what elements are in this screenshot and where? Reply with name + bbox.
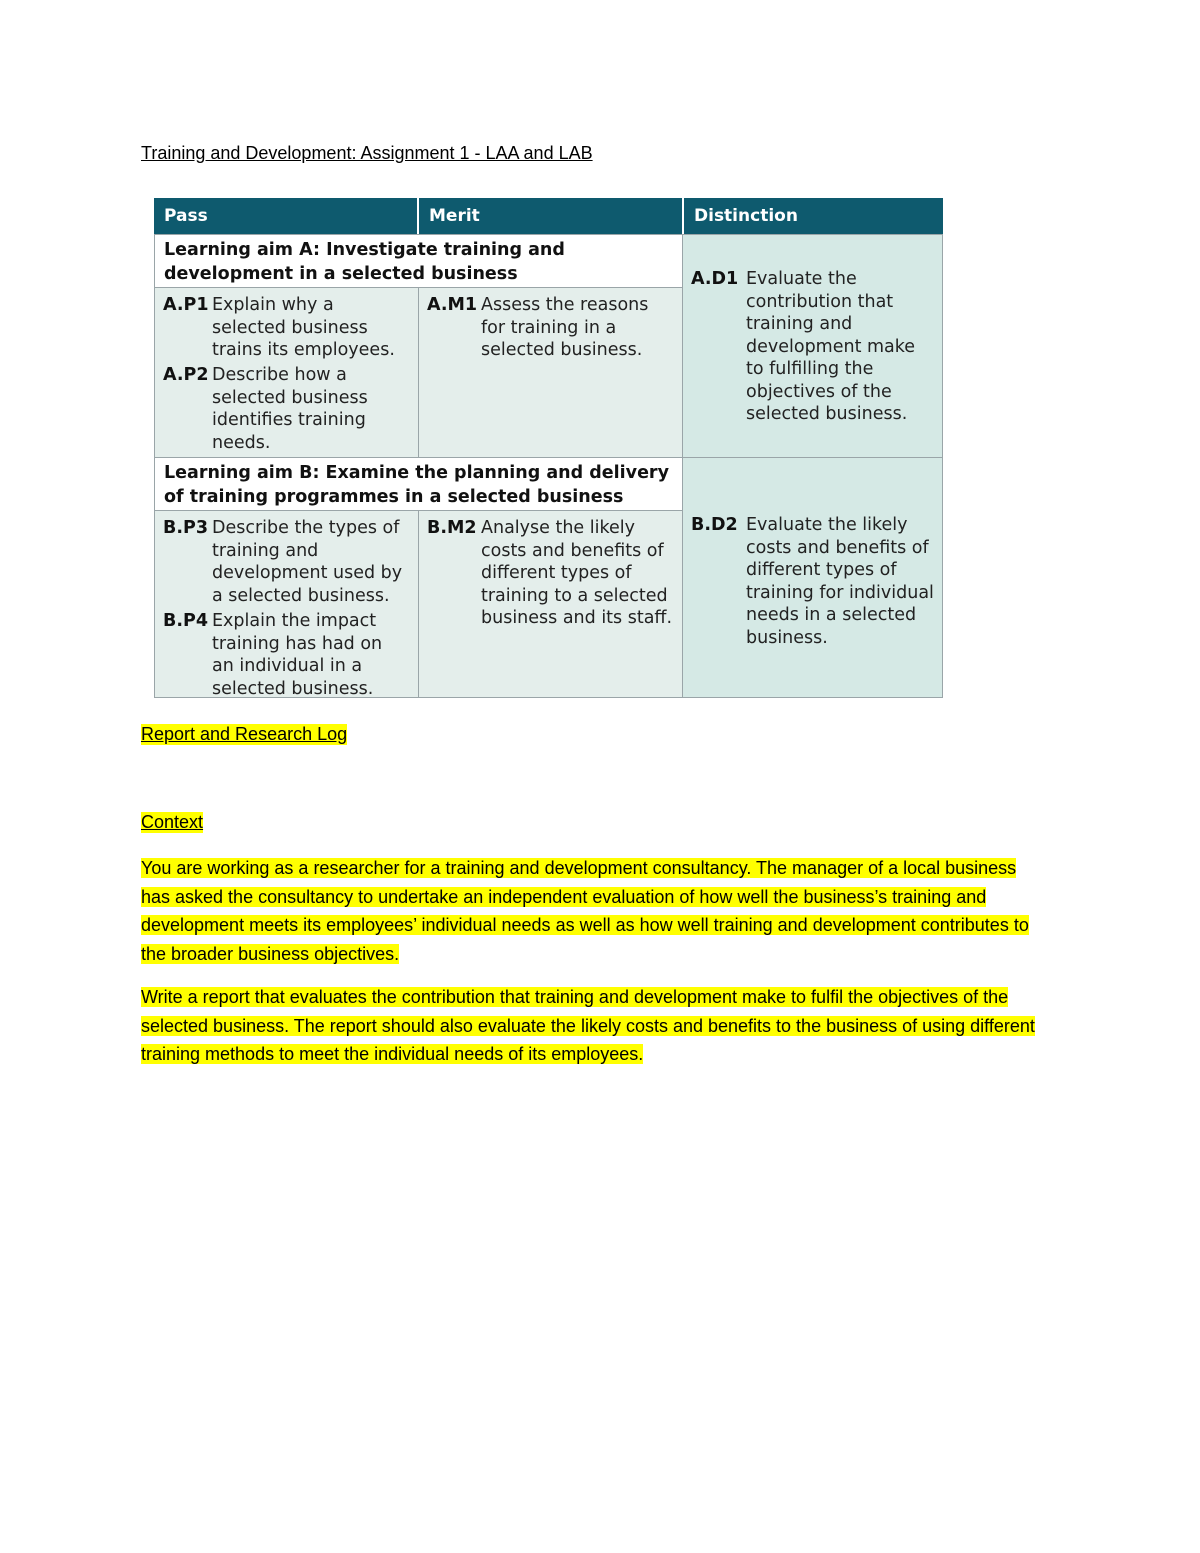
document-title: Training and Development: Assignment 1 - LAA and LAB bbox=[141, 143, 593, 163]
criterion-code: B.P4 bbox=[163, 611, 208, 631]
criterion-text: Describe the types of training and development used by a selected business. bbox=[212, 518, 403, 606]
context-paragraph-2 bbox=[141, 983, 1046, 1069]
criterion-a-p1 bbox=[163, 294, 408, 362]
criterion-text: Evaluate the likely costs and benefits of different types of training for individual needs in a selected business. bbox=[746, 515, 934, 648]
context-paragraph-1 bbox=[141, 854, 1046, 968]
criterion-code: A.P2 bbox=[163, 365, 209, 385]
criterion-a-d1 bbox=[691, 268, 931, 426]
criterion-code: B.P3 bbox=[163, 518, 208, 538]
criterion-code: B.D2 bbox=[691, 515, 738, 535]
criterion-code: A.M1 bbox=[427, 295, 478, 315]
paragraph-text: You are working as a researcher for a training and development consultancy. The manager of a local business has asked the consultancy to undertake an independent evaluation of how well the business’s training and development meets its employees’ individual needs as well as how well training and development contributes to the broader business objectives. bbox=[141, 858, 1029, 964]
criterion-code: A.D1 bbox=[691, 269, 739, 289]
criterion-a-p2 bbox=[163, 364, 408, 454]
grading-criteria-table bbox=[154, 198, 943, 698]
context-heading: Context bbox=[141, 812, 204, 832]
criterion-text: Assess the reasons for training in a selected business. bbox=[481, 295, 649, 360]
criterion-text: Explain why a selected business trains its employees. bbox=[212, 295, 395, 360]
header-merit: Merit bbox=[419, 198, 682, 234]
criterion-text: Explain the impact training has had on an individual in a selected business. bbox=[212, 611, 383, 699]
criterion-b-p4 bbox=[163, 610, 408, 700]
learning-aim-b-title: Learning aim B: Examine the planning and delivery of training programmes in a selected business bbox=[154, 457, 683, 511]
paragraph-text: Write a report that evaluates the contribution that training and development make to fulfil the objectives of the selected business. The report should also evaluate the likely costs and benefits to the business of using different training methods to meet the individual needs of its employees. bbox=[141, 987, 1035, 1064]
header-distinction: Distinction bbox=[684, 198, 943, 234]
criterion-text: Analyse the likely costs and benefits of different types of training to a selected business and its staff. bbox=[481, 518, 673, 628]
criterion-b-m2 bbox=[427, 517, 677, 630]
learning-aim-a-title: Learning aim A: Investigate training and development in a selected business bbox=[154, 234, 683, 288]
criterion-code: B.M2 bbox=[427, 518, 477, 538]
criterion-code: A.P1 bbox=[163, 295, 209, 315]
report-heading: Report and Research Log bbox=[141, 724, 348, 744]
criterion-b-d2 bbox=[691, 514, 936, 649]
criterion-text: Evaluate the contribution that training and development make to fulfilling the objectives of the selected business. bbox=[746, 269, 916, 424]
criterion-b-p3 bbox=[163, 517, 408, 607]
header-pass: Pass bbox=[154, 198, 417, 234]
criterion-text: Describe how a selected business identifies training needs. bbox=[212, 365, 368, 453]
criterion-a-m1 bbox=[427, 294, 667, 362]
